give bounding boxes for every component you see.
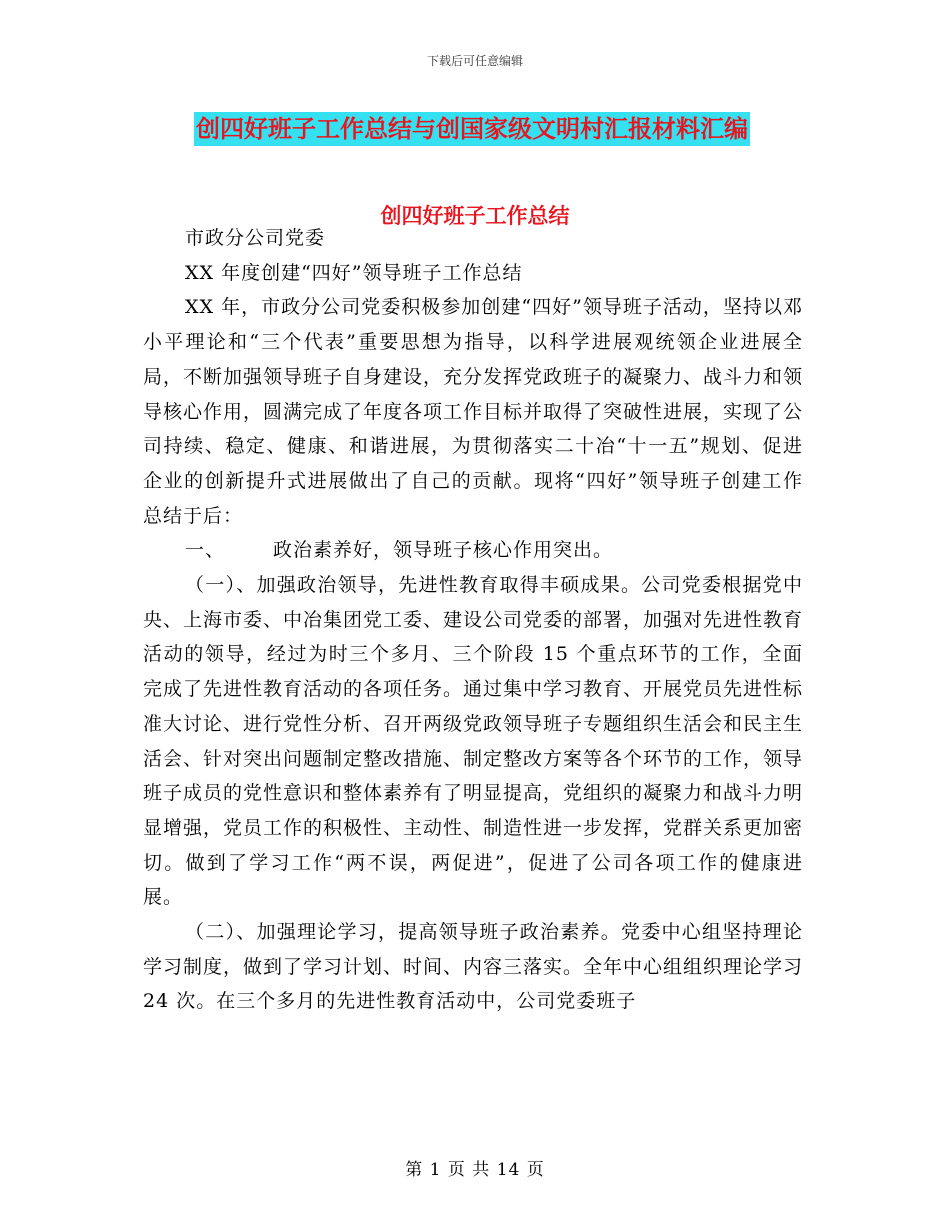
main-title: 创四好班子工作总结与创国家级文明村汇报材料汇编: [194, 112, 750, 146]
intro-paragraph: XX 年，市政分公司党委积极参加创建“四好”领导班子活动，坚持以邓小平理论和“三个代表”重要思想为指导，以科学进展观统领企业进展全局，不断加强领导班子自身建设，充分发挥党政班子的凝聚力、战斗力和领导核心作用，圆满完成了年度各项工作目标并取得了突破性进展，实现了公司持续、稳定、健康、和谐进展，为贯彻落实二十冶“十一五”规划、促进企业的创新提升式进展做出了自己的贡献。现将“四好”领导班子创建工作总结于后：: [143, 296, 804, 527]
sub-title: 创四好班子工作总结: [380, 204, 570, 228]
report-title: XX 年度创建“四好”领导班子工作总结: [185, 261, 523, 284]
paragraph-2: （二）、加强理论学习，提高领导班子政治素养。党委中心组坚持理论学习制度，做到了学习计划、时间、内容三落实。全年中心组组织理论学习 24 次。在三个多月的先进性教育活动中，公司党委班子: [143, 921, 804, 1013]
section-title: 政治素养好，领导班子核心作用突出。: [273, 539, 614, 562]
document-body: [143, 221, 803, 1019]
section-number: 一、: [185, 539, 226, 562]
org-name: 市政分公司党委: [185, 227, 326, 249]
page-number: 第 1 页 共 14 页: [405, 1160, 545, 1180]
paragraph-1: （一）、加强政治领导，先进性教育取得丰硕成果。公司党委根据党中央、上海市委、中冶集团党工委、建设公司党委的部署，加强对先进性教育活动的领导，经过为时三个多月、三个阶段 15 个重点环节的工作，全面完成了先进性教育活动的各项任务。通过集中学习教育、开展党员先进性标准大讨论、进行党性分析、召开两级党政领导班子专题组织生活会和民主生活会、针对突出问题制定整改措施、制定整改方案等各个环节的工作，领导班子成员的党性意识和整体素养有了明显提高，党组织的凝聚力和战斗力明显增强，党员工作的积极性、主动性、制造性进一步发挥，党群关系更加密切。做到了学习工作“两不误，两促进”，促进了公司各项工作的健康进展。: [143, 574, 804, 909]
section-heading-1: [143, 533, 803, 568]
page-header-note: 下载后可任意编辑: [426, 54, 523, 68]
